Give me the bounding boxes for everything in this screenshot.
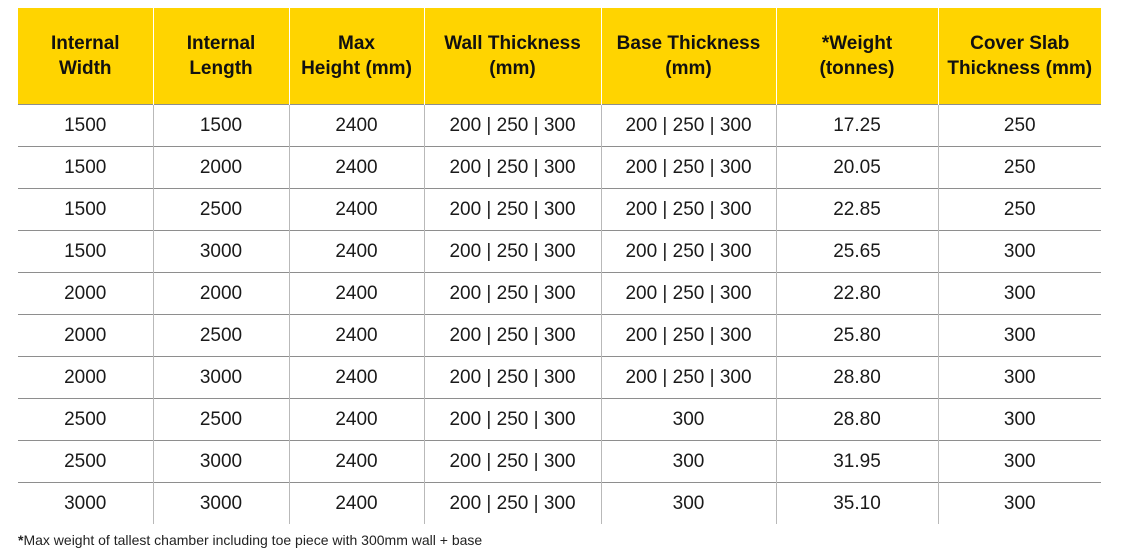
cell-max-height: 2400 xyxy=(289,147,424,189)
cell-internal-width: 3000 xyxy=(18,483,153,525)
table-header-row xyxy=(18,8,1101,105)
cell-base-thickness: 300 xyxy=(601,441,776,483)
cell-internal-width: 2500 xyxy=(18,399,153,441)
cell-base-thickness: 300 xyxy=(601,399,776,441)
cell-weight: 20.05 xyxy=(776,147,938,189)
cell-max-height: 2400 xyxy=(289,399,424,441)
table-row xyxy=(18,147,1101,189)
cell-cover-slab-thickness: 300 xyxy=(938,273,1101,315)
cell-max-height: 2400 xyxy=(289,315,424,357)
cell-weight: 17.25 xyxy=(776,105,938,147)
cell-cover-slab-thickness: 300 xyxy=(938,231,1101,273)
cell-wall-thickness: 200 | 250 | 300 xyxy=(424,105,601,147)
cell-cover-slab-thickness: 300 xyxy=(938,315,1101,357)
column-header-wall-thickness: Wall Thickness (mm) xyxy=(424,8,601,105)
footnote-marker: * xyxy=(18,532,24,548)
cell-weight: 31.95 xyxy=(776,441,938,483)
cell-base-thickness: 200 | 250 | 300 xyxy=(601,189,776,231)
cell-cover-slab-thickness: 300 xyxy=(938,441,1101,483)
table-row xyxy=(18,189,1101,231)
cell-wall-thickness: 200 | 250 | 300 xyxy=(424,147,601,189)
table-row xyxy=(18,315,1101,357)
cell-weight: 28.80 xyxy=(776,399,938,441)
cell-internal-length: 1500 xyxy=(153,105,289,147)
cell-internal-length: 3000 xyxy=(153,483,289,525)
cell-internal-width: 2000 xyxy=(18,315,153,357)
column-header-weight: *Weight (tonnes) xyxy=(776,8,938,105)
table-row xyxy=(18,357,1101,399)
cell-internal-width: 2000 xyxy=(18,357,153,399)
cell-internal-length: 2000 xyxy=(153,273,289,315)
cell-internal-length: 2500 xyxy=(153,399,289,441)
cell-internal-width: 2000 xyxy=(18,273,153,315)
cell-internal-length: 3000 xyxy=(153,231,289,273)
table-row xyxy=(18,399,1101,441)
column-header-internal-length: Internal Length xyxy=(153,8,289,105)
cell-weight: 22.80 xyxy=(776,273,938,315)
cell-internal-length: 2500 xyxy=(153,189,289,231)
cell-internal-length: 2000 xyxy=(153,147,289,189)
cell-base-thickness: 200 | 250 | 300 xyxy=(601,231,776,273)
cell-weight: 25.80 xyxy=(776,315,938,357)
cell-max-height: 2400 xyxy=(289,441,424,483)
column-header-base-thickness: Base Thickness (mm) xyxy=(601,8,776,105)
cell-wall-thickness: 200 | 250 | 300 xyxy=(424,399,601,441)
column-header-cover-slab-thickness: Cover Slab Thickness (mm) xyxy=(938,8,1101,105)
cell-max-height: 2400 xyxy=(289,105,424,147)
cell-internal-width: 1500 xyxy=(18,105,153,147)
cell-wall-thickness: 200 | 250 | 300 xyxy=(424,231,601,273)
table-row xyxy=(18,231,1101,273)
cell-wall-thickness: 200 | 250 | 300 xyxy=(424,189,601,231)
cell-base-thickness: 200 | 250 | 300 xyxy=(601,357,776,399)
cell-max-height: 2400 xyxy=(289,357,424,399)
footnote-text: Max weight of tallest chamber including toe piece with 300mm wall + base xyxy=(23,532,483,548)
cell-internal-width: 1500 xyxy=(18,147,153,189)
cell-max-height: 2400 xyxy=(289,189,424,231)
cell-base-thickness: 200 | 250 | 300 xyxy=(601,273,776,315)
chamber-spec-table xyxy=(18,8,1101,524)
cell-base-thickness: 200 | 250 | 300 xyxy=(601,315,776,357)
cell-internal-width: 1500 xyxy=(18,189,153,231)
cell-cover-slab-thickness: 300 xyxy=(938,399,1101,441)
cell-wall-thickness: 200 | 250 | 300 xyxy=(424,483,601,525)
table-row xyxy=(18,105,1101,147)
cell-internal-length: 3000 xyxy=(153,357,289,399)
cell-wall-thickness: 200 | 250 | 300 xyxy=(424,357,601,399)
cell-cover-slab-thickness: 300 xyxy=(938,357,1101,399)
cell-cover-slab-thickness: 250 xyxy=(938,147,1101,189)
cell-max-height: 2400 xyxy=(289,483,424,525)
cell-base-thickness: 200 | 250 | 300 xyxy=(601,147,776,189)
cell-internal-width: 1500 xyxy=(18,231,153,273)
footnote xyxy=(18,532,482,548)
cell-wall-thickness: 200 | 250 | 300 xyxy=(424,441,601,483)
cell-wall-thickness: 200 | 250 | 300 xyxy=(424,273,601,315)
cell-max-height: 2400 xyxy=(289,231,424,273)
cell-weight: 25.65 xyxy=(776,231,938,273)
cell-base-thickness: 300 xyxy=(601,483,776,525)
column-header-max-height: Max Height (mm) xyxy=(289,8,424,105)
table-row xyxy=(18,483,1101,525)
column-header-internal-width: Internal Width xyxy=(18,8,153,105)
cell-internal-length: 2500 xyxy=(153,315,289,357)
cell-weight: 22.85 xyxy=(776,189,938,231)
cell-cover-slab-thickness: 250 xyxy=(938,189,1101,231)
cell-weight: 35.10 xyxy=(776,483,938,525)
cell-internal-length: 3000 xyxy=(153,441,289,483)
cell-max-height: 2400 xyxy=(289,273,424,315)
cell-weight: 28.80 xyxy=(776,357,938,399)
cell-cover-slab-thickness: 250 xyxy=(938,105,1101,147)
table-row xyxy=(18,273,1101,315)
table-body xyxy=(18,105,1101,525)
cell-wall-thickness: 200 | 250 | 300 xyxy=(424,315,601,357)
chamber-spec-table-container xyxy=(18,8,1101,524)
cell-base-thickness: 200 | 250 | 300 xyxy=(601,105,776,147)
cell-cover-slab-thickness: 300 xyxy=(938,483,1101,525)
cell-internal-width: 2500 xyxy=(18,441,153,483)
table-row xyxy=(18,441,1101,483)
